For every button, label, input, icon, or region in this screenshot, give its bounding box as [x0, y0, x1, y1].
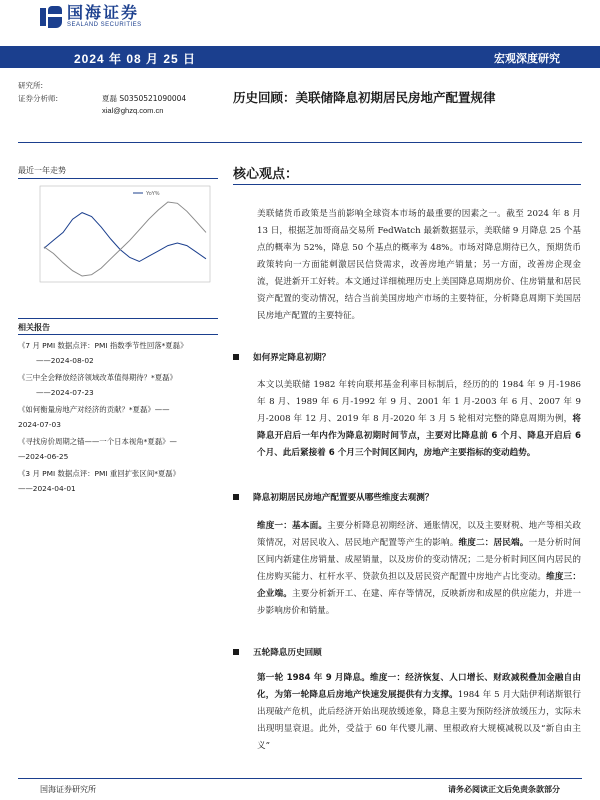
section-3-bold: 第一轮 1984 年 9 月降息。维度一：经济恢复、人口增长、财政减税叠加金融自由化，为第一轮降息后房地产快速发展提供有力支撑。	[257, 673, 581, 700]
section-3-heading	[233, 646, 322, 658]
related-report-3-date: 2024-07-03	[18, 420, 61, 429]
legend-label: YoY%	[146, 191, 160, 197]
section-2-heading	[233, 491, 433, 503]
series-line-1	[44, 213, 206, 262]
logo-mark-icon	[40, 6, 62, 28]
related-report-1[interactable]: 《7 月 PMI 数据点评：PMI 指数季节性回落*夏磊》	[18, 341, 188, 350]
page-title: 历史回顾：美联储降息初期居民房地产配置规律	[233, 90, 496, 105]
section-1-text: 本文以美联储 1982 年转向联邦基金利率目标制后，经历的的 1984 年 9 月-1986 年 8 月、1989 年 6 月-1992 年 9 月、2001 年 1 月-2003 年 6 月、2007 年 9 月-2008 年 12 月、2019 年 8 月-2020 年 3 月 5 轮相对完整的降息周期为例，	[257, 380, 581, 424]
logo-text: 国海证券	[67, 3, 140, 22]
bullet-square-icon	[233, 494, 239, 500]
related-rule	[18, 334, 218, 335]
bullet-square-icon	[233, 354, 239, 360]
logo-subtext: SEALAND SECURITIES	[67, 22, 142, 28]
related-report-1-date: ——2024-08-02	[36, 356, 94, 365]
intro-paragraph: 美联储货币政策是当前影响全球资本市场的最重要的因素之一。截至 2024 年 8 月 13 日，根据芝加哥商品交易所 FedWatch 最新数据显示，美联储 9 月降息 25 个基点的概率为 52%，降息 50 个基点的概率为 48%。市场对降息期待已久，预期货币政策转向一方面能刺激居民信贷需求，改善房地产销量；另一方面，改善房企现金流，促进新开工好转。本文通过详细梳理历史上美国降息周期房价、住房销量和居民资产配置的变动情况，结合当前美国房地产市场的主要特征，分析降息周期下美国居民房地产配置的主要特征。	[257, 209, 581, 321]
footer-institute: 国海证券研究所	[40, 785, 96, 794]
dimension-2-label: 维度二：居民端。	[458, 538, 529, 548]
dimension-2-text: 一是分析时间区间内新建住房销量、成屋销量，以及房价的变动情况；二是分析时间区间内居民的住房购买能力、杠杆水平、贷款负担以及居民资产配置中房地产占比变动。	[257, 538, 581, 582]
section-3-title: 五轮降息历史回顾	[253, 648, 322, 658]
section-1-heading	[233, 351, 330, 363]
trend-title: 最近一年走势	[18, 166, 66, 175]
section-1-title: 如何界定降息初期？	[253, 353, 331, 363]
analyst-email[interactable]: xial@ghzq.com.cn	[102, 106, 164, 115]
chart-frame	[40, 186, 210, 282]
logo	[40, 4, 142, 29]
research-label: 研究所:	[18, 81, 44, 90]
section-2-paragraph	[257, 518, 581, 620]
related-report-3[interactable]: 《如何衡量房地产对经济的贡献？*夏磊》——	[18, 405, 170, 414]
dimension-1-label: 维度一：基本面。	[257, 521, 328, 531]
section-3-text: 1984 年 5 月大陆伊利诺斯银行出现破产危机，此后经济开始出现放缓迹象，降息主要为预防经济放缓压力，实际未出现明显衰退。此外，受益于 60 年代婴儿潮、里根政府大规模减税以及“新自由主义”	[257, 690, 581, 751]
dimension-1-text: 主要分析降息初期经济、通胀情况，以及主要财税、地产等相关政策情况，对居民收入、居民地产配置等产生的影响。	[257, 521, 581, 548]
series-line-2	[44, 202, 206, 276]
core-title: 核心观点：	[233, 167, 299, 182]
related-report-2[interactable]: 《三中全会释放经济领域改革值得期待？*夏磊》	[18, 373, 177, 382]
trend-chart	[18, 180, 218, 290]
header-divider	[18, 142, 582, 143]
related-rule-top	[18, 318, 218, 319]
related-report-5[interactable]: 《3 月 PMI 数据点评：PMI 重回扩张区间*夏磊》	[18, 469, 181, 478]
section-1-bold: 将降息开启后一年内作为降息初期时间节点，主要对比降息前 6 个月、降息开启后 6 个月、此后紧接着 6 个月三个时间区间内，房地产主要指标的变动趋势。	[257, 414, 581, 458]
analyst-name: 夏磊 S0350521090004	[102, 94, 187, 103]
bullet-square-icon	[233, 649, 239, 655]
report-type: 宏观深度研究	[494, 52, 560, 65]
related-report-4-date: —2024-06-25	[18, 452, 69, 461]
section-2-title: 降息初期居民房地产配置要从哪些维度去观测？	[253, 493, 434, 503]
footer-disclaimer[interactable]: 请务必阅读正文后免责条款部分	[448, 785, 560, 794]
dimension-3-text: 主要分析新开工、在建、库存等情况，反映新房和成屋的供应能力，并进一步影响房价和销量。	[257, 589, 581, 616]
related-report-5-date: ——2024-04-01	[18, 484, 76, 493]
trend-rule	[18, 178, 218, 179]
report-date: 2024 年 08 月 25 日	[74, 52, 197, 66]
analyst-label: 证券分析师:	[18, 94, 59, 103]
section-3-paragraph	[257, 670, 581, 755]
related-report-2-date: ——2024-07-23	[36, 388, 94, 397]
section-1-paragraph	[257, 377, 581, 462]
trend-chart-svg	[18, 180, 218, 290]
core-rule	[233, 184, 581, 185]
related-title: 相关报告	[18, 323, 50, 332]
footer-rule	[18, 778, 582, 779]
dimension-3-label: 维度三：企业端。	[257, 572, 581, 599]
related-report-4[interactable]: 《寻找房价周期之锚——一个日本视角*夏磊》—	[18, 437, 177, 446]
